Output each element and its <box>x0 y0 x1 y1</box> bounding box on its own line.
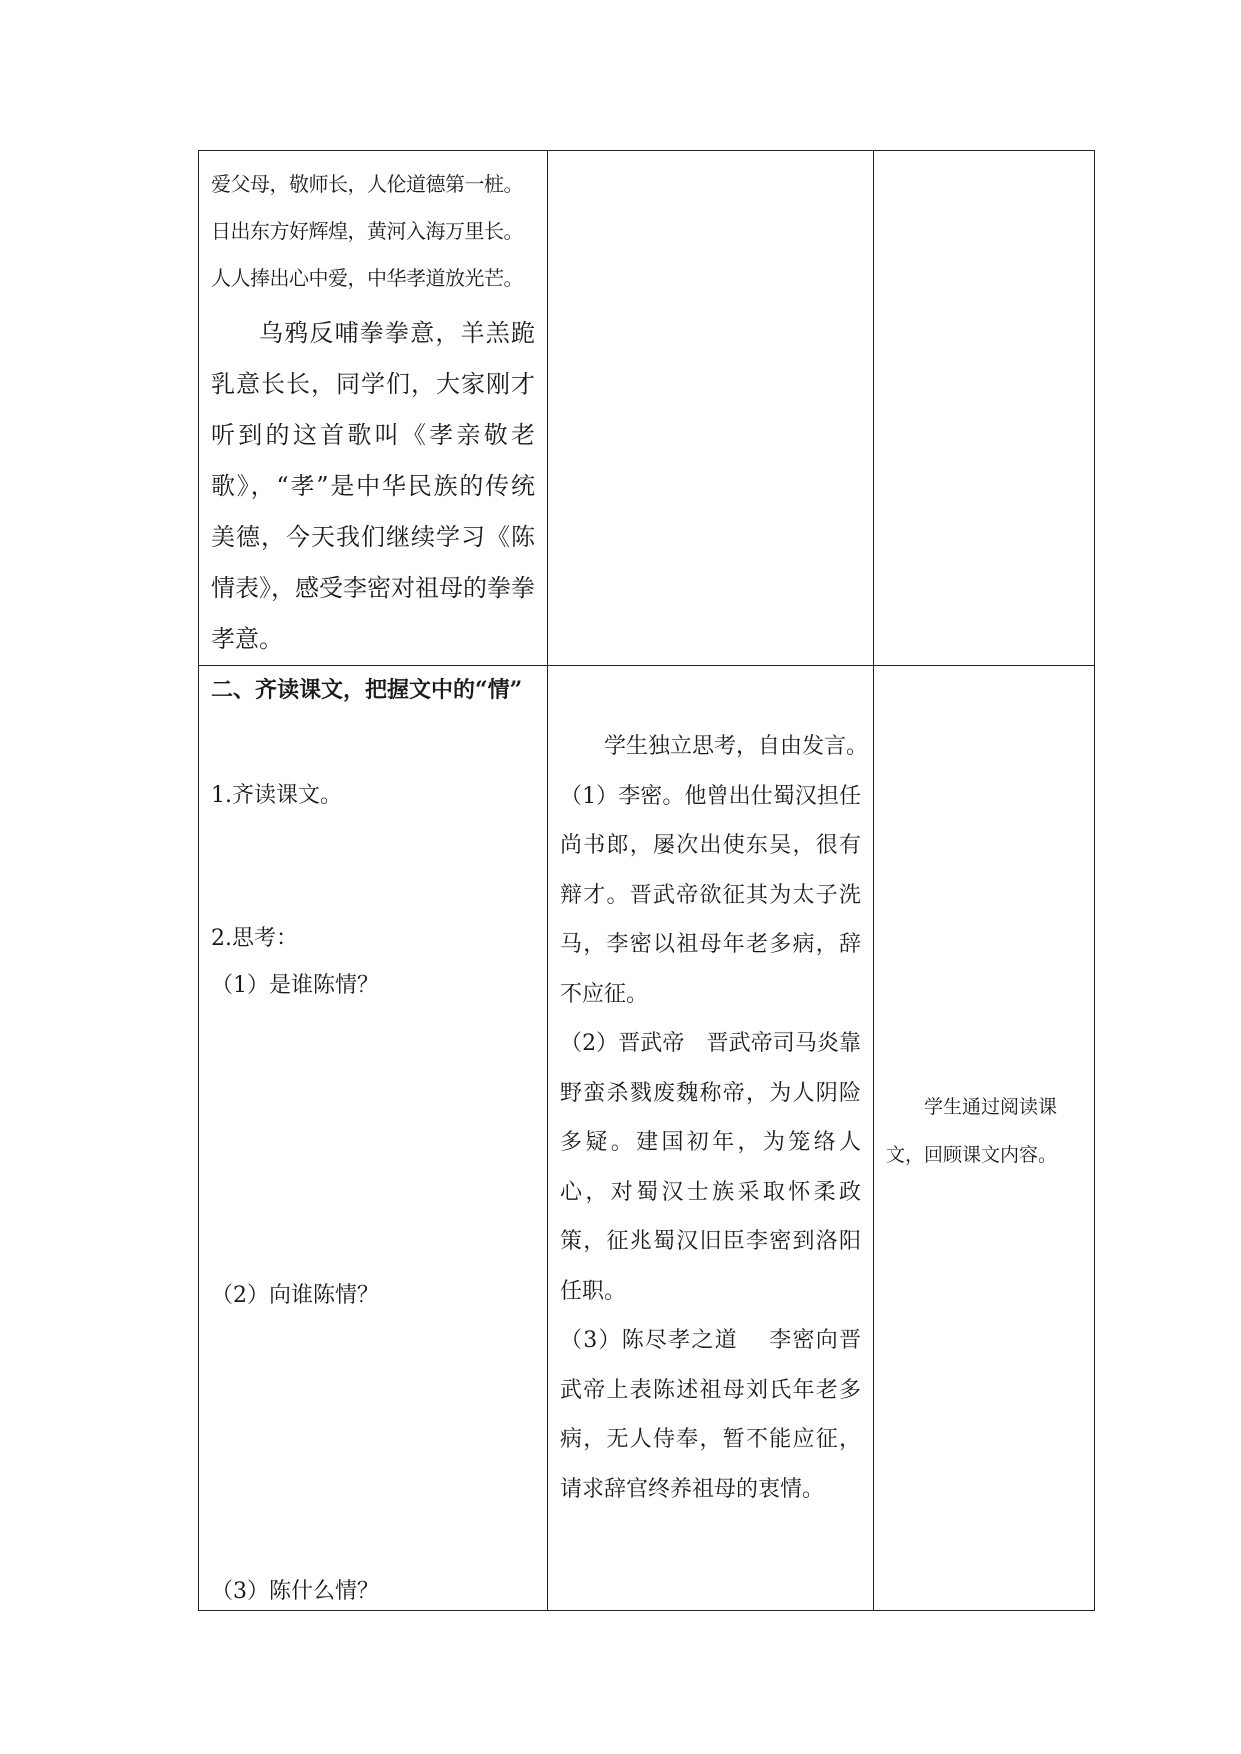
song-lyrics <box>199 151 547 302</box>
answer-item: （3）陈尽孝之道 李密向晋武帝上表陈述祖母刘氏年老多病，无人侍奉，暂不能应征，请求辞官终养祖母的衷情。 <box>560 1328 861 1502</box>
answer-item: （1）李密。他曾出仕蜀汉担任尚书郎，屡次出使东吴，很有辩才。晋武帝欲征其为太子洗马，李密以祖母年老多病，辞不应征。 <box>560 783 861 1007</box>
student-answers <box>548 666 873 1514</box>
student-activity-cell <box>548 666 874 1611</box>
step-think: 2.思考： <box>211 926 298 951</box>
design-intent-cell <box>874 666 1095 1611</box>
table-row <box>199 151 1095 666</box>
design-intent-text: 学生通过阅读课文，回顾课文内容。 <box>886 1096 1058 1166</box>
song-line: 爱父母，敬师长，人伦道德第一桩。 <box>211 172 523 196</box>
section-title: 二、齐读课文，把握文中的“情” <box>211 677 523 703</box>
question-what: （3）陈什么情？ <box>211 1579 379 1604</box>
answer-item: （2）晋武帝 晋武帝司马炎靠野蛮杀戮废魏称帝，为人阴险多疑。建国初年，为笼络人心，对蜀汉士族采取怀柔政策，征兆蜀汉旧臣李密到洛阳任职。 <box>560 1031 861 1304</box>
lesson-introduction: 乌鸦反哺拳拳意，羊羔跪乳意长长，同学们，大家刚才听到的这首歌叫《孝亲敬老歌》，“孝”是中华民族的传统美德，今天我们继续学习《陈情表》，感受李密对祖母的拳拳孝意。 <box>211 319 535 653</box>
teacher-activity-cell <box>199 666 548 1611</box>
question-who: （1）是谁陈情？ <box>211 973 379 998</box>
design-intent-cell <box>874 151 1095 666</box>
table-row <box>199 666 1095 1611</box>
song-line: 人人捧出心中爱，中华孝道放光芒。 <box>211 266 523 290</box>
answer-lead: 学生独立思考，自由发言。 <box>604 734 869 759</box>
song-line: 日出东方好辉煌，黄河入海万里长。 <box>211 219 523 243</box>
student-activity-cell <box>548 151 874 666</box>
step-read-aloud: 1.齐读课文。 <box>211 783 342 808</box>
question-to-whom: （2）向谁陈情？ <box>211 1283 379 1308</box>
teacher-activity-cell <box>199 151 548 666</box>
lesson-plan-table <box>198 150 1095 1611</box>
